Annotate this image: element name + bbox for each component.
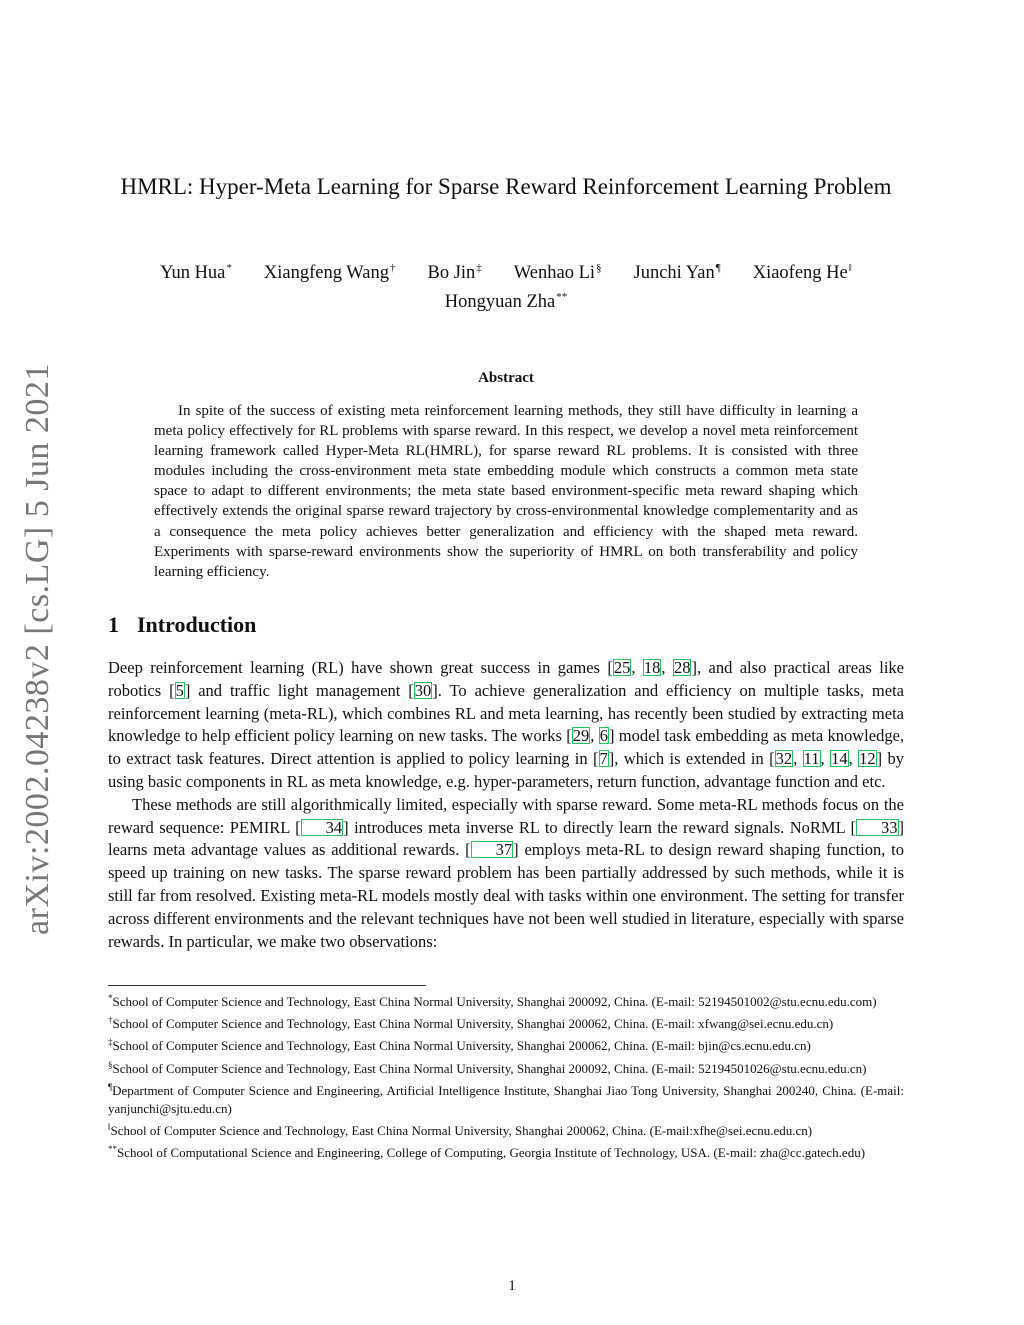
footnote-3: ‡School of Computer Science and Technology, East China Normal University, Shanghai 200062, China. (E-mail: bjin@cs.ecnu.edu.cn): [108, 1037, 811, 1054]
citation-link[interactable]: 7: [599, 749, 608, 769]
citation-link[interactable]: 28: [673, 658, 691, 677]
author-row-1: [108, 256, 904, 285]
arxiv-sidebar: [8, 363, 68, 935]
section-number: 1: [108, 612, 119, 637]
footnote-4: §School of Computer Science and Technology, East China Normal University, Shanghai 200092, China. (E-mail: 52194501026@stu.ecnu.edu.cn): [108, 1059, 867, 1076]
footnote-5: ¶Department of Computer Science and Engineering, Artificial Intelligence Institute, Shanghai Jiao Tong University, Shanghai 200240, China. (E-mail: yanjunchi@sjtu.edu.cn): [108, 1081, 904, 1117]
author-1: Yun Hua*: [160, 262, 232, 283]
citation-link[interactable]: 11: [803, 749, 820, 769]
author-5: Junchi Yan¶: [633, 262, 721, 283]
citation-link[interactable]: 18: [643, 658, 661, 677]
author-list: [108, 256, 904, 314]
citation-link[interactable]: 34: [301, 819, 344, 836]
section-title: Introduction: [137, 612, 257, 637]
citation-link[interactable]: 32: [775, 749, 793, 769]
page-number: 1: [508, 1278, 516, 1294]
footnote-divider: [108, 985, 426, 986]
author-2: Xiangfeng Wang†: [263, 262, 396, 283]
citation-link[interactable]: 25: [613, 658, 631, 677]
author-4: Wenhao Li§: [513, 262, 602, 283]
introduction-body: [108, 657, 904, 953]
citation-link[interactable]: 29: [572, 726, 590, 746]
author-row-2: [108, 285, 904, 314]
citation-link[interactable]: 37: [471, 841, 514, 858]
paper-title: HMRL: Hyper-Meta Learning for Sparse Reward Reinforcement Learning Problem: [120, 174, 892, 199]
citation-link[interactable]: 14: [831, 749, 848, 769]
intro-paragraph-2: These methods are still algorithmically limited, especially with sparse reward. Some meta-RL methods focus on the reward sequence: PEMIRL [ 34] introduces meta inverse RL to directly learn the reward signals. NoRML [ 33] learns meta advantage values as additional rewards. [ 37] employs meta-RL to design reward shaping function, to speed up training on new tasks. The sparse reward problem has been partially addressed by such methods, while it is still far from resolved. Existing meta-RL models mostly deal with tasks within one environment. The setting for transfer across different environments and the relevant techniques have not been well studied in literature, especially with sparse rewards. In particular, we make two observations:: [108, 794, 904, 951]
footnotes: [108, 989, 904, 1163]
abstract-text: [154, 401, 858, 582]
abstract-paragraph: In spite of the success of existing meta reinforcement learning methods, they still have difficulty in learning a meta policy effectively for RL problems with sparse reward. In this respect, we develop a novel meta reinforcement learning framework called Hyper-Meta RL(HMRL), for sparse reward RL problems. It is consisted with three modules including the cross-environment meta state embedding module which constructs a common meta state space to adapt to different environments; the meta state based environment-specific meta reward shaping which effectively extends the original sparse reward trajectory by cross-environmental knowledge complementarity and as a consequence the meta policy achieves better generalization and efficiency with the shaped meta reward. Experiments with sparse-reward environments show the superiority of HMRL on both transferability and policy learning efficiency.: [154, 403, 858, 580]
citation-link[interactable]: 33: [856, 819, 899, 836]
footnote-6: ‖School of Computer Science and Technology, East China Normal University, Shanghai 200062, China. (E-mail:xfhe@sei.ecnu.edu.cn): [108, 1122, 813, 1139]
citation-link[interactable]: 6: [599, 726, 608, 746]
author-3: Bo Jin‡: [427, 262, 482, 283]
arxiv-identifier: arXiv:2002.04238v2 [cs.LG] 5 Jun 2021: [19, 363, 56, 935]
citation-link[interactable]: 5: [175, 680, 184, 700]
citation-link[interactable]: 12: [859, 749, 876, 769]
footnote-1: *School of Computer Science and Technology, East China Normal University, Shanghai 200092, China. (E-mail: 52194501002@stu.ecnu.edu.com): [108, 993, 877, 1009]
intro-paragraph-1: Deep reinforcement learning (RL) have shown great success in games [25, 18, 28], and also practical areas like robotics [5] and traffic light management [30]. To achieve generalization and efficiency on multiple tasks, meta reinforcement learning (meta-RL), which combines RL and meta learning, has recently been studied by extracting meta knowledge to help efficient policy learning on new tasks. The works [29, 6] model task embedding as meta knowledge, to extract task features. Direct attention is applied to policy learning in [7], which is extended in [32, 11, 14, 12] by using basic components in RL as meta knowledge, e.g. hyper-parameters, return function, advantage function and etc.: [108, 658, 905, 791]
footnote-7: **School of Computational Science and Engineering, College of Computing, Georgia Institute of Technology, USA. (E-mail: zha@cc.gatech.edu): [108, 1144, 866, 1161]
author-6: Xiaofeng He‖: [752, 262, 852, 283]
section-heading: [108, 612, 256, 638]
abstract-heading: Abstract: [478, 370, 534, 386]
author-7: Hongyuan Zha**: [444, 291, 568, 312]
footnote-2: †School of Computer Science and Technology, East China Normal University, Shanghai 200062, China. (E-mail: xfwang@sei.ecnu.edu.cn): [108, 1015, 834, 1032]
citation-link[interactable]: 30: [414, 680, 432, 700]
